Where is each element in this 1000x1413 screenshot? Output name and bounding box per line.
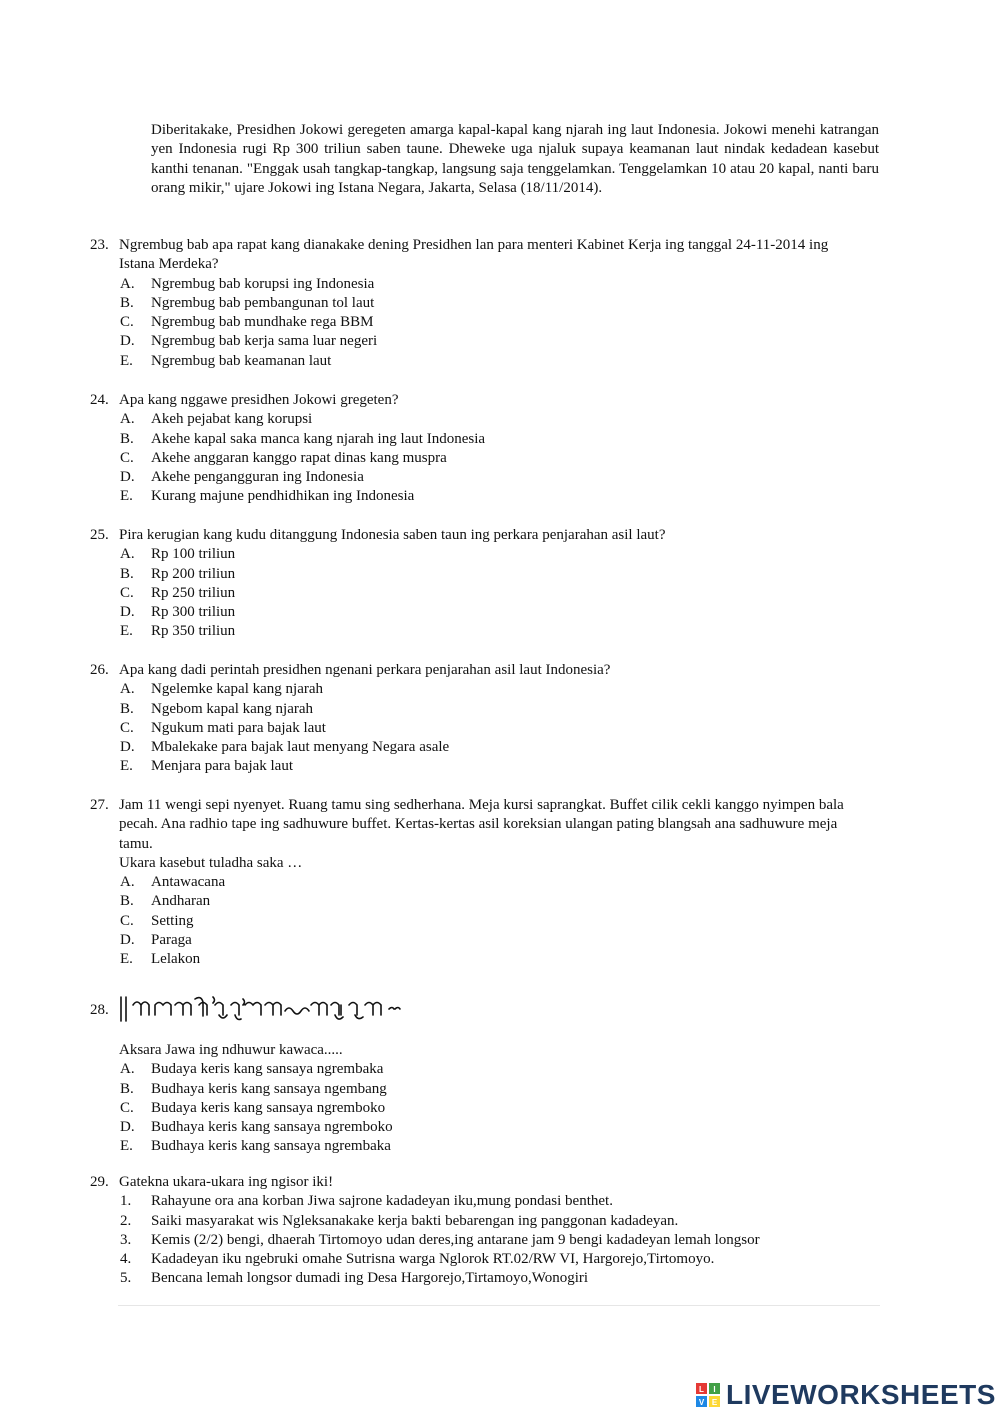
question-number: 25. — [90, 527, 109, 543]
question-number: 24. — [90, 392, 109, 408]
statement-2: 2. Saiki masyarakat wis Ngleksanakake kerja bakti bebarengan ing panggonan kadadeyan. — [120, 1212, 679, 1229]
option-d[interactable]: D. Mbalekake para bajak laut menyang Negara asale — [120, 739, 450, 756]
option-e[interactable]: E. Rp 350 triliun — [120, 623, 236, 640]
page-divider — [118, 1305, 880, 1306]
option-c[interactable]: C. Budaya keris kang sansaya ngremboko — [120, 1099, 386, 1116]
option-e[interactable]: E. Kurang majune pendhidhikan ing Indonesia — [120, 488, 415, 505]
brand-name: LIVEWORKSHEETS — [726, 1379, 996, 1411]
question-stem: Jam 11 wengi sepi nyenyet. Ruang tamu sing sedherhana. Meja kursi saprangkat. Buffet cilik cekli kanggo nyimpen bala pecah. Ana radhio tape ing sadhuwure buffet. Kertas-kertas asil koreksian ulangan pating blangsah ana sadhuwure meja tamu. — [119, 797, 844, 852]
option-c[interactable]: C. Rp 250 triliun — [120, 584, 236, 601]
option-a[interactable]: A. Akeh pejabat kang korupsi — [120, 411, 313, 428]
option-b[interactable]: B. Andharan — [120, 893, 211, 910]
question-number: 23. — [90, 237, 109, 253]
javanese-script-icon — [119, 991, 409, 1025]
question-23 — [0, 236, 1000, 371]
reading-passage: Diberitakake, Presidhen Jokowi geregeten amarga kapal-kapal kang njarah ing laut Indonesia. Jokowi menehi katrangan yen Indonesia rugi Rp 300 triliun saben taune. Dheweke uga njaluk supaya keamanan laut nindak kedadean kasebut kanthi tenanan. "Enggak usah tangkap-tangkap, langsung saja tenggelamkan. Tenggelamkan 10 atau 20 kapal, nanti baru orang mikir," ujare Jokowi ing Istana Negara, Jakarta, Selasa (18/11/2014). — [151, 122, 879, 196]
question-26 — [0, 661, 1000, 777]
liveworksheets-logo-icon — [696, 1383, 720, 1407]
svg-text:E: E — [711, 1398, 718, 1407]
option-b[interactable]: B. Rp 200 triliun — [120, 565, 236, 582]
question-stem-line-2: Ukara kasebut tuladha saka … — [119, 854, 303, 871]
option-a[interactable]: A. Ngrembug bab korupsi ing Indonesia — [120, 275, 375, 292]
question-27 — [0, 796, 1000, 970]
option-d[interactable]: D. Ngrembug bab kerja sama luar negeri — [120, 333, 378, 350]
option-d[interactable]: D. Paraga — [120, 932, 192, 949]
question-24 — [0, 391, 1000, 507]
question-stem: Gatekna ukara-ukara ing ngisor iki! — [119, 1174, 334, 1190]
option-d[interactable]: D. Akehe pengangguran ing Indonesia — [120, 469, 364, 486]
option-c[interactable]: C. Ngrembug bab mundhake rega BBM — [120, 314, 374, 331]
svg-text:I: I — [713, 1385, 716, 1394]
option-a[interactable]: A. Antawacana — [120, 874, 226, 891]
option-d[interactable]: D. Rp 300 triliun — [120, 604, 236, 621]
option-e[interactable]: E. Ngrembug bab keamanan laut — [120, 352, 332, 369]
option-c[interactable]: C. Ngukum mati para bajak laut — [120, 719, 326, 736]
option-a[interactable]: A. Budaya keris kang sansaya ngrembaka — [120, 1061, 384, 1078]
option-b[interactable]: B. Ngebom kapal kang njarah — [120, 700, 314, 717]
option-b[interactable]: B. Ngrembug bab pembangunan tol laut — [120, 294, 375, 311]
question-number: 28. — [90, 1002, 109, 1018]
svg-text:L: L — [699, 1385, 704, 1394]
option-b[interactable]: B. Akehe kapal saka manca kang njarah ing laut Indonesia — [120, 430, 486, 447]
liveworksheets-branding[interactable] — [696, 1378, 996, 1412]
option-e[interactable]: E. Menjara para bajak laut — [120, 758, 294, 775]
option-c[interactable]: C. Setting — [120, 912, 194, 929]
option-b[interactable]: B. Budhaya keris kang sansaya ngembang — [120, 1080, 387, 1097]
svg-text:V: V — [698, 1398, 705, 1407]
option-d[interactable]: D. Budhaya keris kang sansaya ngremboko — [120, 1119, 393, 1136]
option-e[interactable]: E. Budhaya keris kang sansaya ngrembaka — [120, 1138, 391, 1155]
option-a[interactable]: A. Ngelemke kapal kang njarah — [120, 681, 324, 698]
question-number: 27. — [90, 797, 109, 813]
question-29 — [0, 1173, 1000, 1289]
option-e[interactable]: E. Lelakon — [120, 951, 201, 968]
statement-4: 4. Kadadeyan iku ngebruki omahe Sutrisna warga Nglorok RT.02/RW VI, Hargorejo,Tirtomoyo. — [120, 1251, 715, 1268]
question-stem: Apa kang dadi perintah presidhen ngenani perkara penjarahan asil laut Indonesia? — [119, 662, 611, 678]
question-stem: Ngrembug bab apa rapat kang dianakake dening Presidhen lan para menteri Kabinet Kerja ing tanggal 24-11-2014 ing Istana Merdeka? — [119, 237, 829, 273]
option-c[interactable]: C. Akehe anggaran kanggo rapat dinas kang muspra — [120, 449, 447, 466]
question-number: 29. — [90, 1174, 109, 1190]
statement-1: 1. Rahayune ora ana korban Jiwa sajrone kadadeyan iku,mung pondasi benthet. — [120, 1193, 613, 1210]
question-stem: Apa kang nggawe presidhen Jokowi gregeten? — [119, 392, 399, 408]
question-stem: Aksara Jawa ing ndhuwur kawaca..... — [119, 1042, 343, 1058]
statement-5: 5. Bencana lemah longsor dumadi ing Desa Hargorejo,Tirtamoyo,Wonogiri — [120, 1270, 589, 1287]
option-a[interactable]: A. Rp 100 triliun — [120, 546, 236, 563]
question-25 — [0, 526, 1000, 642]
question-stem: Pira kerugian kang kudu ditanggung Indonesia saben taun ing perkara penjarahan asil laut? — [119, 527, 666, 543]
question-number: 26. — [90, 662, 109, 678]
question-28 — [0, 1001, 1000, 1157]
statement-3: 3. Kemis (2/2) bengi, dhaerah Tirtomoyo udan deres,ing antarane jam 9 bengi kadadeyan lemah longsor — [120, 1231, 760, 1248]
javanese-script-image — [119, 1001, 1000, 1041]
